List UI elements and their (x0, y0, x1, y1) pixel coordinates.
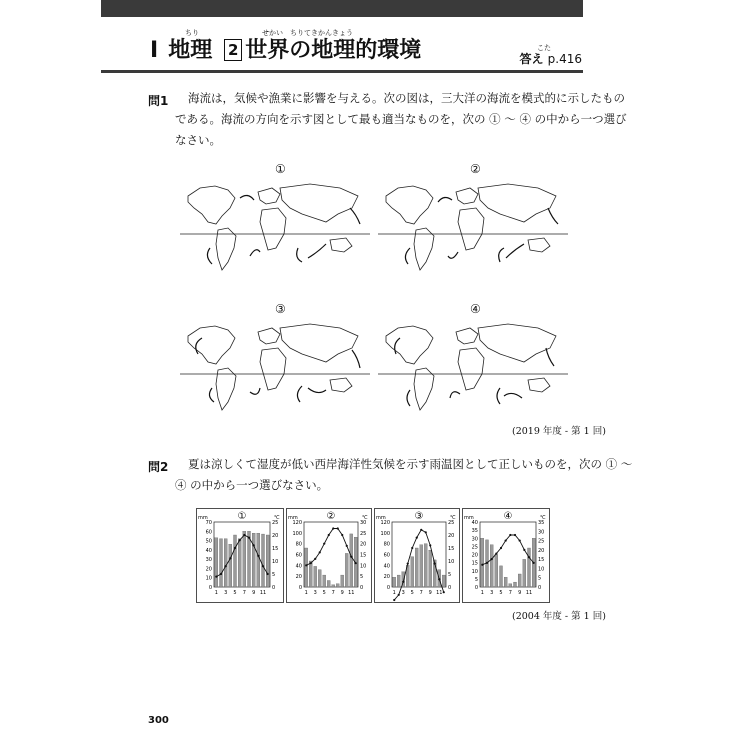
temp-tick-label: 10 (448, 559, 455, 565)
temp-point (229, 557, 231, 559)
temp-point (323, 543, 325, 545)
precip-bar (266, 535, 269, 587)
precip-bar (229, 544, 232, 587)
temp-tick-label: 25 (538, 538, 545, 545)
precip-tick-label: 0 (474, 585, 478, 591)
precip-tick-label: 0 (386, 585, 390, 591)
precip-tick-label: 35 (471, 528, 478, 535)
temp-point (533, 562, 535, 564)
precip-tick-label: 80 (383, 541, 390, 548)
precip-bar (305, 548, 308, 587)
precip-tick-label: 40 (295, 563, 302, 570)
month-tick-label: 5 (322, 590, 326, 596)
precip-bar (262, 534, 265, 587)
q1-source: (2019 年度 - 第 1 回) (512, 426, 606, 437)
precip-bar (500, 566, 503, 587)
temp-point (486, 562, 488, 564)
temp-tick-label: 0 (538, 585, 542, 591)
precip-tick-label: 25 (471, 544, 478, 551)
precip-tick-label: 15 (471, 560, 478, 567)
precip-bar (243, 531, 246, 587)
q2-source: (2004 年度 - 第 1 回) (512, 611, 606, 622)
current-arrows (207, 195, 360, 264)
month-tick-label: 1 (392, 590, 396, 596)
q2-line-2: ④ の中から一つ選びなさい。 (175, 478, 329, 492)
map-label-3: ③ (275, 302, 286, 316)
precip-tick-label: 30 (471, 536, 478, 543)
answer-reference (519, 50, 582, 67)
precip-bar (509, 584, 512, 587)
temp-tick-label: 20 (538, 547, 545, 554)
precip-tick-label: 40 (205, 547, 212, 554)
temp-point (332, 527, 334, 529)
temp-point (225, 565, 227, 567)
precip-bar (327, 581, 330, 588)
world-map-2 (378, 178, 568, 278)
month-tick-label: 11 (348, 590, 355, 596)
precip-bar (314, 566, 317, 587)
precip-unit: mm (376, 515, 386, 521)
temp-tick-label: 25 (360, 530, 367, 537)
precip-bar (252, 533, 255, 587)
temp-tick-label: 0 (272, 585, 276, 591)
answer-ruby: こた (537, 44, 551, 52)
precip-bar (424, 544, 427, 587)
temp-point (243, 534, 245, 536)
temp-point (429, 544, 431, 546)
temp-point (434, 563, 436, 565)
climate-chart-2 (286, 508, 372, 603)
temp-tick-label: 35 (538, 520, 545, 526)
temp-point (425, 531, 427, 533)
precip-bar (397, 575, 400, 587)
temp-tick-label: 30 (360, 520, 367, 526)
precip-bar (238, 539, 241, 587)
precip-bar (393, 577, 396, 587)
month-tick-label: 9 (428, 590, 432, 596)
precip-bar (523, 559, 526, 587)
temp-tick-label: 15 (272, 546, 279, 552)
temp-unit: ℃ (450, 515, 456, 521)
temp-tick-label: 5 (448, 572, 452, 578)
temp-point (495, 552, 497, 554)
chart-title: ② (326, 511, 336, 522)
temp-point (239, 539, 241, 541)
temp-tick-label: 25 (272, 520, 279, 526)
precip-bar (215, 538, 218, 587)
precip-tick-label: 10 (205, 575, 212, 582)
temp-point (267, 573, 269, 575)
section-title: 地理 (168, 38, 213, 63)
precip-tick-label: 10 (471, 568, 478, 575)
month-tick-label: 7 (242, 590, 246, 596)
chart-title: ③ (414, 511, 424, 522)
temp-tick-label: 0 (448, 585, 452, 591)
precip-bar (528, 548, 531, 587)
map-label-2: ② (470, 162, 481, 176)
temp-point (481, 564, 483, 566)
climate-chart-4 (462, 508, 550, 603)
precip-bar (481, 538, 484, 587)
chart-title: ④ (503, 511, 513, 522)
month-tick-label: 11 (525, 590, 533, 596)
precip-tick-label: 20 (295, 574, 302, 581)
precip-bar (323, 575, 326, 587)
month-tick-label: 11 (259, 590, 267, 596)
continents (188, 324, 358, 410)
month-tick-label: 7 (419, 590, 423, 596)
temp-point (438, 578, 440, 580)
chart-title: ① (237, 511, 247, 522)
temp-tick-label: 30 (538, 529, 545, 536)
temp-point (491, 558, 493, 560)
precip-bar (504, 577, 507, 587)
precip-bar (429, 550, 432, 587)
precip-tick-label: 70 (205, 520, 212, 526)
q1-label: 問1 (148, 94, 169, 108)
precip-unit: mm (198, 515, 208, 521)
temp-tick-label: 25 (448, 520, 455, 526)
temp-tick-label: 20 (360, 541, 367, 548)
header-bar (101, 0, 583, 17)
temp-unit: ℃ (362, 515, 368, 521)
precip-bar (341, 575, 344, 587)
precip-tick-label: 80 (295, 541, 302, 548)
precip-bar (420, 545, 423, 587)
temp-point (523, 549, 525, 551)
q2-line-1: 夏は涼しくて湿度が低い西岸海洋性気候を示す雨温図として正しいものを，次の ① ～ (188, 457, 633, 471)
temp-point (305, 564, 307, 566)
precip-tick-label: 120 (380, 520, 390, 526)
precip-bar (350, 534, 353, 587)
map-label-1: ① (275, 162, 286, 176)
precip-tick-label: 100 (380, 530, 390, 537)
precip-tick-label: 20 (383, 574, 390, 581)
q1-line-1: 海流は，気候や漁業に影響を与える。次の図は，三大洋の海流を模式的に示したもの (188, 91, 625, 105)
month-tick-label: 7 (508, 590, 512, 596)
page-number: 300 (148, 715, 169, 726)
temp-tick-label: 15 (360, 552, 367, 559)
precip-tick-label: 50 (205, 538, 212, 545)
precip-tick-label: 0 (208, 585, 212, 591)
precip-unit: mm (464, 515, 474, 521)
temp-point (411, 547, 413, 549)
temp-point (509, 534, 511, 536)
temp-point (337, 527, 339, 529)
precip-bar (415, 548, 418, 587)
precip-tick-label: 20 (205, 566, 212, 573)
section-roman: I (150, 38, 159, 63)
month-tick-label: 3 (401, 590, 405, 596)
precip-bar (309, 561, 312, 587)
month-tick-label: 5 (233, 590, 237, 596)
continents (188, 184, 358, 270)
temp-point (319, 551, 321, 553)
precip-bar (518, 574, 521, 587)
chapter-title: 世界の地理的環境 (245, 38, 422, 63)
temp-point (310, 562, 312, 564)
precip-tick-label: 20 (471, 552, 478, 559)
temp-point (402, 581, 404, 583)
temp-tick-label: 5 (538, 575, 542, 582)
precip-bar (224, 539, 227, 587)
map-label-4: ④ (470, 302, 481, 316)
temp-point (234, 547, 236, 549)
temp-tick-label: 20 (272, 533, 279, 539)
q1-line-3: なさい。 (175, 133, 221, 147)
month-tick-label: 9 (340, 590, 344, 596)
temp-point (346, 545, 348, 547)
q1-line-2: である。海流の方向を示す図として最も適当なものを，次の ① ～ ④ の中から一つ選び (175, 112, 627, 126)
precip-bar (490, 545, 493, 587)
month-tick-label: 3 (313, 590, 317, 596)
chapter-number: 2 (224, 39, 242, 61)
month-tick-label: 5 (499, 590, 503, 596)
temp-tick-label: 15 (448, 546, 455, 552)
temp-point (341, 534, 343, 536)
continents (386, 324, 556, 410)
temp-point (519, 539, 521, 541)
answer-label: 答え (519, 52, 544, 66)
precip-bar (411, 557, 414, 587)
temp-point (220, 573, 222, 575)
month-tick-label: 9 (252, 590, 256, 596)
precip-bar (495, 555, 498, 588)
month-tick-label: 3 (490, 590, 494, 596)
month-tick-label: 1 (480, 590, 484, 596)
precip-tick-label: 120 (292, 520, 302, 526)
header-rule (101, 70, 583, 73)
climate-chart-1 (196, 508, 284, 603)
precip-tick-label: 40 (471, 520, 478, 526)
temp-point (257, 555, 259, 557)
temp-point (420, 529, 422, 531)
temp-tick-label: 10 (538, 566, 545, 573)
temp-point (505, 539, 507, 541)
precip-bar (234, 535, 237, 587)
precip-tick-label: 0 (298, 585, 302, 591)
temp-point (253, 544, 255, 546)
temp-point (443, 591, 445, 593)
answer-page: p.416 (547, 52, 582, 66)
page-title (150, 33, 421, 64)
precip-bar (220, 539, 223, 587)
world-map-4 (378, 318, 568, 418)
temp-tick-label: 10 (272, 559, 279, 565)
precip-bar (442, 575, 445, 587)
month-tick-label: 9 (518, 590, 522, 596)
month-tick-label: 5 (410, 590, 414, 596)
current-arrows (196, 338, 360, 402)
temp-unit: ℃ (540, 515, 546, 521)
precip-tick-label: 40 (383, 563, 390, 570)
precip-tick-label: 100 (292, 530, 302, 537)
precip-unit: mm (288, 515, 298, 521)
continents (386, 184, 556, 270)
precip-bar (514, 582, 517, 587)
precip-tick-label: 5 (474, 576, 478, 583)
temp-point (350, 556, 352, 558)
temp-tick-label: 10 (360, 563, 367, 570)
chapter-ruby: せかい ちりてきかんきょう (262, 29, 353, 37)
month-tick-label: 1 (214, 590, 218, 596)
precip-bar (332, 585, 335, 587)
temp-point (248, 537, 250, 539)
world-map-1 (180, 178, 370, 278)
temp-point (314, 558, 316, 560)
world-map-3 (180, 318, 370, 418)
month-tick-label: 3 (224, 590, 228, 596)
temp-point (398, 594, 400, 596)
temp-point (528, 556, 530, 558)
section-ruby: ちり (185, 29, 199, 37)
temp-point (407, 563, 409, 565)
climate-chart-3 (374, 508, 460, 603)
q2-label: 問2 (148, 460, 169, 474)
month-tick-label: 11 (436, 590, 443, 596)
temp-point (514, 534, 516, 536)
precip-bar (257, 533, 260, 587)
temp-point (393, 599, 395, 601)
temp-tick-label: 0 (360, 585, 364, 591)
temp-point (355, 562, 357, 564)
precip-tick-label: 60 (205, 529, 212, 536)
precip-bar (318, 570, 321, 587)
temp-point (328, 534, 330, 536)
temp-point (262, 565, 264, 567)
precip-tick-label: 30 (205, 557, 212, 564)
temp-tick-label: 15 (538, 557, 545, 564)
temp-point (215, 576, 217, 578)
temp-tick-label: 20 (448, 533, 455, 539)
month-tick-label: 1 (304, 590, 308, 596)
temp-unit: ℃ (274, 515, 280, 521)
month-tick-label: 7 (331, 590, 335, 596)
temp-tick-label: 5 (360, 574, 364, 581)
precip-tick-label: 60 (295, 552, 302, 559)
temp-point (500, 547, 502, 549)
precip-tick-label: 60 (383, 552, 390, 559)
precip-bar (345, 553, 348, 587)
temp-tick-label: 5 (272, 572, 276, 578)
precip-bar (336, 584, 339, 587)
temp-point (416, 537, 418, 539)
